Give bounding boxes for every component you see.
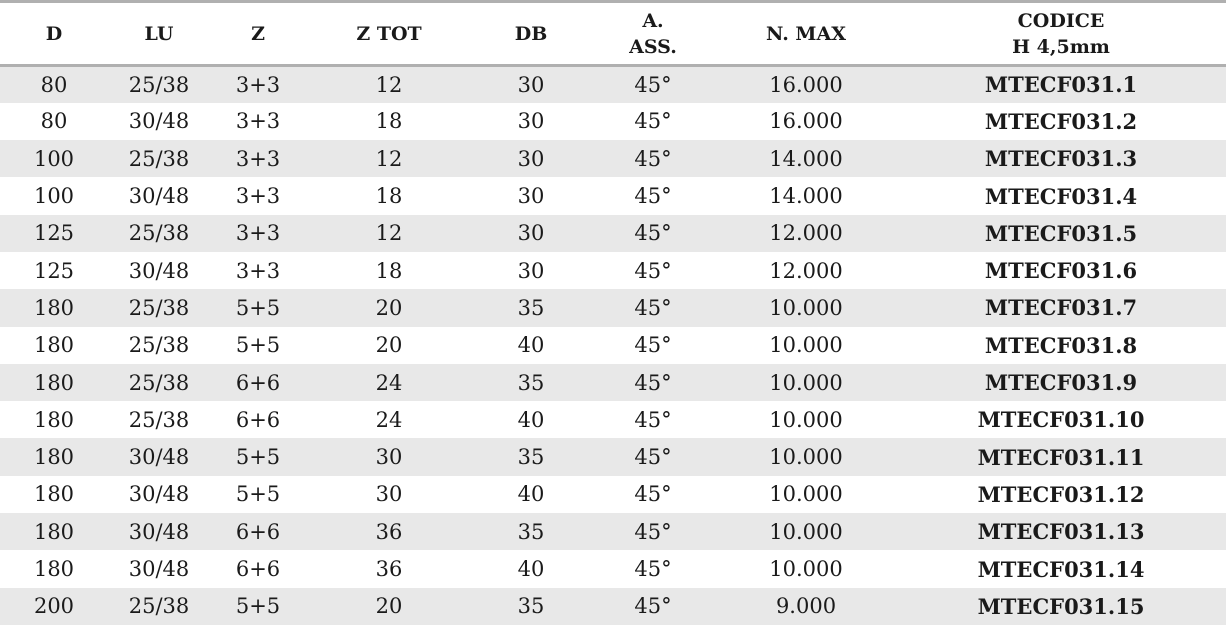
cell-ass: 45° <box>590 327 716 364</box>
cell-db: 30 <box>472 215 590 252</box>
table-header <box>0 2 1226 66</box>
column-header-db <box>472 2 590 66</box>
table-row <box>0 252 1226 289</box>
cell-lu: 30/48 <box>108 476 210 513</box>
cell-db: 40 <box>472 401 590 438</box>
table-row <box>0 513 1226 550</box>
cell-z: 3+3 <box>210 252 306 289</box>
cell-z: 3+3 <box>210 66 306 103</box>
cell-z: 5+5 <box>210 438 306 475</box>
cell-ztot: 24 <box>306 364 472 401</box>
cell-ztot: 12 <box>306 140 472 177</box>
cell-z: 6+6 <box>210 401 306 438</box>
cell-d: 100 <box>0 177 108 214</box>
cell-d: 200 <box>0 588 108 625</box>
cell-nmax: 10.000 <box>716 438 896 475</box>
table-row <box>0 103 1226 140</box>
cell-d: 180 <box>0 327 108 364</box>
cell-ztot: 12 <box>306 215 472 252</box>
cell-lu: 25/38 <box>108 401 210 438</box>
column-header-codice <box>896 2 1226 66</box>
cell-d: 80 <box>0 103 108 140</box>
cell-ztot: 18 <box>306 103 472 140</box>
cell-db: 35 <box>472 364 590 401</box>
cell-ass: 45° <box>590 140 716 177</box>
column-header-ztot <box>306 2 472 66</box>
cell-z: 3+3 <box>210 215 306 252</box>
cell-db: 35 <box>472 513 590 550</box>
cell-lu: 25/38 <box>108 215 210 252</box>
cell-nmax: 12.000 <box>716 252 896 289</box>
cell-d: 100 <box>0 140 108 177</box>
cell-db: 35 <box>472 289 590 326</box>
table-row <box>0 289 1226 326</box>
cell-d: 180 <box>0 513 108 550</box>
column-header-ass-line: ASS. <box>629 35 677 58</box>
cell-lu: 25/38 <box>108 66 210 103</box>
cell-ztot: 36 <box>306 550 472 587</box>
cell-ass: 45° <box>590 252 716 289</box>
cell-ass: 45° <box>590 289 716 326</box>
cell-nmax: 12.000 <box>716 215 896 252</box>
cell-nmax: 14.000 <box>716 140 896 177</box>
header-row <box>0 2 1226 66</box>
cell-codice: MTECF031.2 <box>896 103 1226 140</box>
cell-codice: MTECF031.5 <box>896 215 1226 252</box>
table-row <box>0 476 1226 513</box>
cell-codice: MTECF031.4 <box>896 177 1226 214</box>
cell-codice: MTECF031.10 <box>896 401 1226 438</box>
cell-d: 180 <box>0 550 108 587</box>
cell-nmax: 10.000 <box>716 401 896 438</box>
cell-lu: 25/38 <box>108 140 210 177</box>
cell-ztot: 20 <box>306 327 472 364</box>
cell-ztot: 24 <box>306 401 472 438</box>
cell-lu: 25/38 <box>108 588 210 625</box>
table-row <box>0 364 1226 401</box>
column-header-nmax-line: N. MAX <box>766 22 846 45</box>
cell-ztot: 20 <box>306 588 472 625</box>
cell-d: 80 <box>0 66 108 103</box>
cell-d: 125 <box>0 215 108 252</box>
cell-codice: MTECF031.3 <box>896 140 1226 177</box>
cell-codice: MTECF031.11 <box>896 438 1226 475</box>
cell-ass: 45° <box>590 177 716 214</box>
cell-codice: MTECF031.6 <box>896 252 1226 289</box>
cell-codice: MTECF031.1 <box>896 66 1226 103</box>
cell-lu: 25/38 <box>108 289 210 326</box>
cell-nmax: 10.000 <box>716 476 896 513</box>
cell-nmax: 10.000 <box>716 289 896 326</box>
cell-nmax: 16.000 <box>716 66 896 103</box>
column-header-ztot-line: Z TOT <box>356 22 422 45</box>
cell-d: 180 <box>0 289 108 326</box>
cell-z: 3+3 <box>210 140 306 177</box>
cell-codice: MTECF031.12 <box>896 476 1226 513</box>
cell-ztot: 30 <box>306 438 472 475</box>
cell-ass: 45° <box>590 513 716 550</box>
cell-db: 30 <box>472 177 590 214</box>
cell-db: 35 <box>472 588 590 625</box>
table-row <box>0 177 1226 214</box>
cell-z: 6+6 <box>210 513 306 550</box>
cell-z: 5+5 <box>210 289 306 326</box>
column-header-z <box>210 2 306 66</box>
cell-lu: 30/48 <box>108 252 210 289</box>
cell-d: 180 <box>0 438 108 475</box>
column-header-lu-line: LU <box>144 22 174 45</box>
cell-z: 3+3 <box>210 177 306 214</box>
cell-nmax: 9.000 <box>716 588 896 625</box>
cell-z: 5+5 <box>210 588 306 625</box>
cell-codice: MTECF031.13 <box>896 513 1226 550</box>
cell-lu: 25/38 <box>108 364 210 401</box>
cell-d: 180 <box>0 401 108 438</box>
cell-codice: MTECF031.9 <box>896 364 1226 401</box>
cell-nmax: 10.000 <box>716 550 896 587</box>
cell-d: 125 <box>0 252 108 289</box>
cell-db: 40 <box>472 327 590 364</box>
cell-ztot: 18 <box>306 252 472 289</box>
cell-ass: 45° <box>590 476 716 513</box>
table-row <box>0 550 1226 587</box>
cell-ass: 45° <box>590 438 716 475</box>
cell-codice: MTECF031.15 <box>896 588 1226 625</box>
column-header-codice-line: CODICE <box>1017 9 1105 32</box>
cell-lu: 30/48 <box>108 177 210 214</box>
cell-lu: 30/48 <box>108 103 210 140</box>
cell-db: 30 <box>472 103 590 140</box>
cell-db: 40 <box>472 476 590 513</box>
cell-ass: 45° <box>590 401 716 438</box>
cell-ass: 45° <box>590 215 716 252</box>
cell-lu: 30/48 <box>108 513 210 550</box>
table-row <box>0 215 1226 252</box>
table-row <box>0 588 1226 625</box>
cell-z: 5+5 <box>210 327 306 364</box>
cell-lu: 30/48 <box>108 438 210 475</box>
cell-ass: 45° <box>590 364 716 401</box>
cell-nmax: 10.000 <box>716 327 896 364</box>
cell-ztot: 36 <box>306 513 472 550</box>
cell-db: 40 <box>472 550 590 587</box>
cell-nmax: 10.000 <box>716 364 896 401</box>
cell-ass: 45° <box>590 588 716 625</box>
column-header-codice-line: H 4,5mm <box>1012 35 1110 58</box>
cell-ztot: 18 <box>306 177 472 214</box>
cell-db: 30 <box>472 140 590 177</box>
table-body <box>0 66 1226 625</box>
cell-codice: MTECF031.8 <box>896 327 1226 364</box>
cell-db: 35 <box>472 438 590 475</box>
column-header-ass <box>590 2 716 66</box>
cell-z: 6+6 <box>210 364 306 401</box>
cell-codice: MTECF031.7 <box>896 289 1226 326</box>
cell-z: 5+5 <box>210 476 306 513</box>
table-row <box>0 401 1226 438</box>
cell-ass: 45° <box>590 103 716 140</box>
column-header-d-line: D <box>45 22 63 45</box>
cell-nmax: 10.000 <box>716 513 896 550</box>
cell-d: 180 <box>0 476 108 513</box>
column-header-z-line: Z <box>251 22 265 45</box>
cell-ztot: 12 <box>306 66 472 103</box>
cell-ztot: 30 <box>306 476 472 513</box>
cell-db: 30 <box>472 252 590 289</box>
table-row <box>0 438 1226 475</box>
column-header-ass-line: A. <box>642 9 664 32</box>
cell-nmax: 14.000 <box>716 177 896 214</box>
cell-codice: MTECF031.14 <box>896 550 1226 587</box>
table-row <box>0 140 1226 177</box>
column-header-db-line: DB <box>514 22 548 45</box>
cell-lu: 25/38 <box>108 327 210 364</box>
cell-d: 180 <box>0 364 108 401</box>
column-header-d <box>0 2 108 66</box>
cell-ztot: 20 <box>306 289 472 326</box>
cell-z: 6+6 <box>210 550 306 587</box>
cell-ass: 45° <box>590 550 716 587</box>
table-row <box>0 66 1226 103</box>
cell-ass: 45° <box>590 66 716 103</box>
cell-db: 30 <box>472 66 590 103</box>
column-header-lu <box>108 2 210 66</box>
column-header-nmax <box>716 2 896 66</box>
table-row <box>0 327 1226 364</box>
cell-nmax: 16.000 <box>716 103 896 140</box>
cell-z: 3+3 <box>210 103 306 140</box>
cell-lu: 30/48 <box>108 550 210 587</box>
